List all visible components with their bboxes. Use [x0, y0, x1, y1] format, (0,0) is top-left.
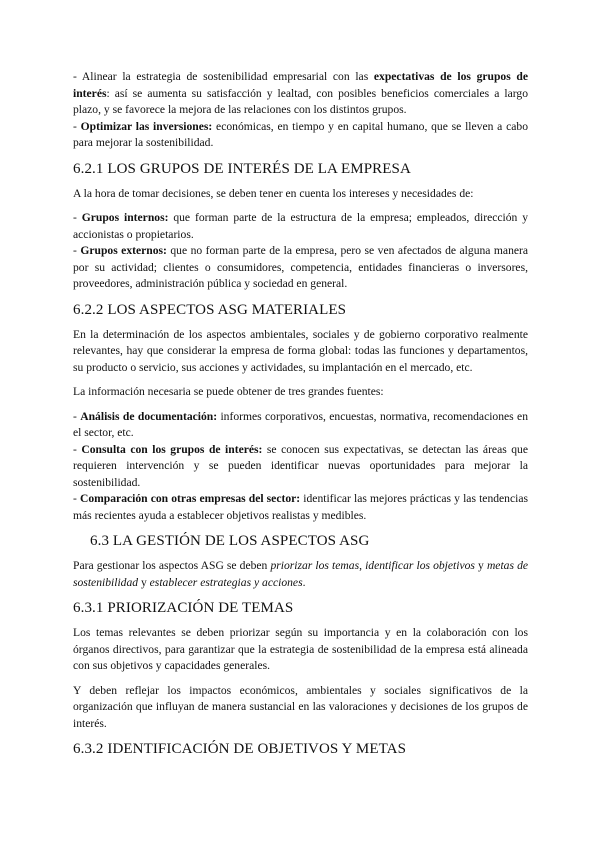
- s622-para2: La información necesaria se puede obtener de tres grandes fuentes:: [73, 385, 384, 398]
- heading-6-2-2: 6.2.2 LOS ASPECTOS ASG MATERIALES: [73, 301, 347, 318]
- bold-term: Comparación con otras empresas del sector:: [79, 492, 301, 505]
- item-text: identificar las mejores prácticas y las tendencias más recientes ayuda a establecer objetivos realistas y medibles.: [73, 492, 529, 522]
- intro-item-optimize-investments: [73, 119, 528, 152]
- italic-term: establecer estrategias y acciones: [149, 575, 303, 589]
- heading-6-3-2: 6.3.2 IDENTIFICACIÓN DE OBJETIVOS Y METAS: [73, 741, 407, 757]
- bold-term: Grupos externos:: [80, 244, 167, 257]
- bold-term: Optimizar las inversiones:: [80, 119, 213, 133]
- item-text: que no forman parte de la empresa, pero se ven afectados de alguna manera por su actividad; clientes o consumidores, competencia, entidades financieras o inversores, proveedores, administración pública y sociedad en general.: [73, 244, 529, 290]
- heading-6-2-1: 6.2.1 LOS GRUPOS DE INTERÉS DE LA EMPRESA: [73, 160, 411, 177]
- page-content: [73, 69, 528, 766]
- para-text: ,: [359, 559, 366, 572]
- heading-6-3: 6.3 LA GESTIÓN DE LOS ASPECTOS ASG: [90, 533, 370, 549]
- bullet-prefix: -: [73, 244, 81, 257]
- italic-term: metas de sostenibilidad: [73, 559, 529, 589]
- s622-item-consultation: [73, 442, 528, 492]
- para-text: .: [302, 575, 306, 589]
- bullet-prefix: -: [73, 211, 82, 224]
- para-text: y: [474, 559, 487, 572]
- bullet-prefix: -: [73, 442, 82, 456]
- item-text: informes corporativos, encuestas, normativa, recomendaciones en el sector, etc.: [73, 409, 528, 439]
- s621-lead: A la hora de tomar decisiones, se deben tener en cuenta los intereses y necesidades de:: [73, 186, 474, 200]
- para-text: y: [138, 575, 150, 589]
- s622-item-documentation: [73, 409, 528, 442]
- bullet-prefix: -: [73, 119, 81, 133]
- item-text: se conocen sus expectativas, se detectan las áreas que requieren intervención y se pueden identificar nuevas oportunidades para mejorar la sostenibilidad.: [73, 442, 528, 489]
- heading-6-3-1: 6.3.1 PRIORIZACIÓN DE TEMAS: [73, 600, 294, 616]
- bullet-prefix: -: [73, 492, 80, 505]
- s622-item-comparison: [73, 491, 528, 524]
- bullet-prefix: - Alinear la estrategia de sostenibilidad empresarial con las: [73, 70, 374, 83]
- intro-item-stakeholder-expectations: [73, 69, 528, 119]
- item-text: que forman parte de la estructura de la empresa; empleados, dirección y accionistas o propietarios.: [73, 211, 529, 241]
- bold-term: expectativas de los grupos de interés: [73, 70, 528, 100]
- s622-para1: En la determinación de los aspectos ambientales, sociales y de gobierno corporativo realmente relevantes, hay que considerar la empresa de forma global: todas las funciones y departamentos, su producto o servicio, sus acciones y actividades, su implantación en el mercado, etc.: [73, 327, 528, 374]
- item-text: económicas, en tiempo y en capital humano, que se lleven a cabo para mejorar la sostenibilidad.: [73, 119, 528, 149]
- italic-term: priorizar los temas: [270, 559, 360, 572]
- s631-para2: Y deben reflejar los impactos económicos, ambientales y sociales significativos de la organización que influyan de manera sustancial en las valoraciones y decisiones de los grupos de interés.: [73, 683, 528, 730]
- s631-para1: Los temas relevantes se deben priorizar según su importancia y en la colaboración con los órganos directivos, para garantizar que la estrategia de sostenibilidad de la empresa está alineada con sus objetivos y capacidades generales.: [73, 626, 528, 672]
- bold-term: Grupos internos:: [81, 211, 169, 224]
- bold-term: Consulta con los grupos de interés:: [81, 442, 263, 456]
- s621-item-external-groups: [73, 243, 528, 293]
- s621-item-internal-groups: [73, 210, 528, 243]
- para-text: Para gestionar los aspectos ASG se deben: [73, 559, 271, 572]
- s63-para: [73, 558, 528, 591]
- bold-term: Análisis de documentación:: [80, 409, 218, 423]
- italic-term: identificar los objetivos: [365, 559, 475, 572]
- item-text: : así se aumenta su satisfacción y lealtad, con posibles beneficios comerciales a largo plazo, y se favorece la mejora de las relaciones con los distintos grupos.: [73, 86, 528, 116]
- bullet-prefix: -: [73, 409, 81, 423]
